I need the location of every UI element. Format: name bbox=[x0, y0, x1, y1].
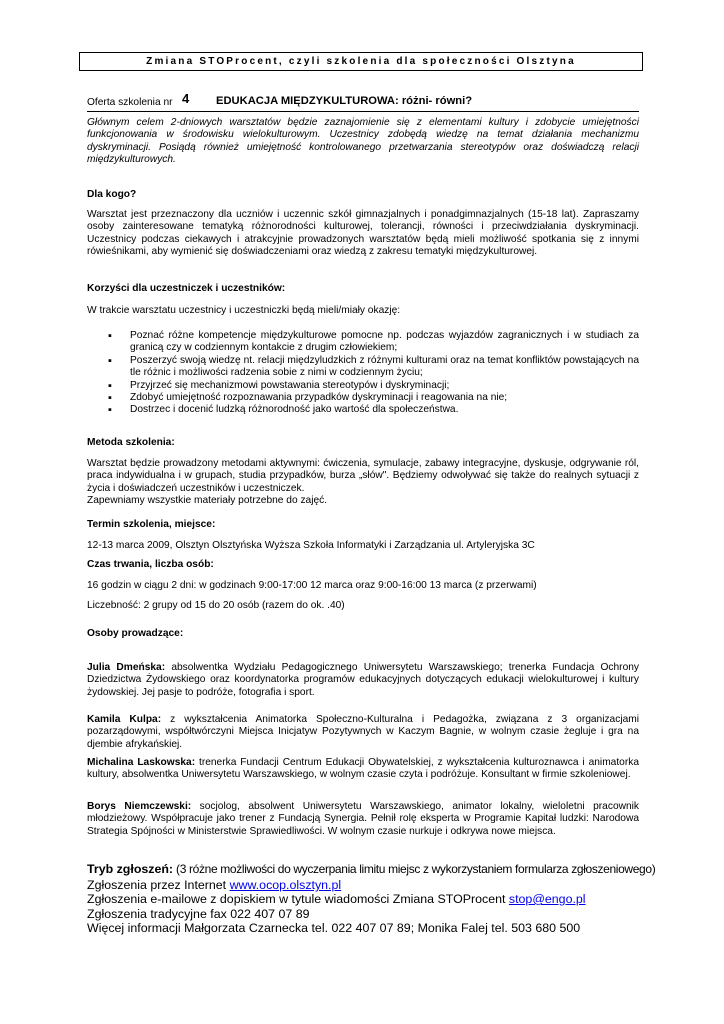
registration-fax: Zgłoszenia tradycyjne fax 022 407 07 89 bbox=[87, 907, 310, 921]
trainer-entry bbox=[87, 801, 639, 838]
registration-internet-text: Zgłoszenia przez Internet bbox=[87, 878, 230, 892]
offer-title: EDUKACJA MIĘDZYKULTUROWA: różni- równi? bbox=[216, 95, 473, 107]
list-item: ▪ Przyjrzeć się mechanizmowi powstawania stereotypów i dyskryminacji; bbox=[87, 380, 639, 392]
list-item: ▪ Poszerzyć swoją wiedzę nt. relacji międzyludzkich z różnymi kulturami oraz na temat konfliktów powstających na tle różnic i możliwości radzenia sobie z nimi w codziennym życiu; bbox=[87, 355, 639, 380]
intro-paragraph: Głównym celem 2-dniowych warsztatów będzie zaznajomienie się z elementami kultury i zdobycie umiejętności funkcjonowania w środowisku wielokulturowym. Uczestnicy zdobędą wiedzę na temat działania mechanizmu dyskryminacji. Posiądą również umiejętność kontrolowanego przetwarzania stereotypów oraz doświadczą relacji międzykulturowych. bbox=[87, 117, 639, 166]
offer-prefix: Oferta szkolenia nr bbox=[87, 97, 173, 108]
offer-number: 4 bbox=[182, 91, 190, 106]
registration-email-text: Zgłoszenia e-mailowe z dopiskiem w tytule wiadomości Zmiana STOProcent bbox=[87, 892, 509, 906]
trainer-bio: absolwentka Wydziału Pedagogicznego Uniwersytetu Warszawskiego; trenerka Fundacja Ochrony Dziedzictwa Żydowskiego oraz koordynatorka programów edukacyjnych dotyczących edukacji wielokulturowej i kultury żydowskiej. Jej pasje to podróże, fotografia i sport. bbox=[87, 662, 639, 698]
trainer-entry bbox=[87, 757, 639, 782]
term-text: 12-13 marca 2009, Olsztyn Olsztyńska Wyższa Szkoła Informatyki i Zarządzania ul. Artyleryjska 3C bbox=[87, 540, 535, 551]
benefits-list bbox=[87, 330, 639, 417]
list-item: ▪ Zdobyć umiejętność rozpoznawania przypadków dyskryminacji i reagowania na nie; bbox=[87, 392, 639, 404]
benefits-lead: W trakcie warsztatu uczestnicy i uczestniczki będą mieli/miały okazję: bbox=[87, 305, 401, 316]
program-banner: Zmiana STOProcent, czyli szkolenia dla społeczności Olsztyna bbox=[79, 52, 643, 71]
duration-heading: Czas trwania, liczba osób: bbox=[87, 559, 214, 570]
registration-mode-text: (3 różne możliwości do wyczerpania limitu miejsc z wykorzystaniem formularza zgłoszeniowego) bbox=[173, 862, 656, 876]
website-link[interactable]: www.ocop.olsztyn.pl bbox=[229, 878, 342, 892]
list-item: ▪ Dostrzec i docenić ludzką różnorodność jako wartość dla społeczeństwa. bbox=[87, 404, 639, 416]
trainer-name: Borys Niemczewski: bbox=[87, 801, 192, 812]
benefits-heading: Korzyści dla uczestniczek i uczestników: bbox=[87, 283, 286, 294]
trainer-name: Julia Dmeńska: bbox=[87, 662, 166, 673]
registration-mode-label: Tryb zgłoszeń: bbox=[87, 862, 174, 876]
registration-mode bbox=[87, 862, 656, 877]
trainers-heading: Osoby prowadzące: bbox=[87, 628, 184, 639]
registration-email bbox=[87, 892, 647, 907]
benefits-list-container bbox=[87, 330, 639, 417]
method-materials: Zapewniamy wszystkie materiały potrzebne do zajęć. bbox=[87, 495, 328, 506]
registration-internet bbox=[87, 878, 647, 893]
for-whom-text: Warsztat jest przeznaczony dla uczniów i uczennic szkół gimnazjalnych i ponadgimnazjalnych (15-18 lat). Zapraszamy osoby zainteresowane tematyką różnorodności kulturowej, tolerancji, równości i przeciwdziałania dyskryminacji. Uczestnicy podczas ciekawych i atrakcyjnie prowadzonych warsztatów będą mieli możliwość spotkania się z innymi rówieśnikami, aby wymienić się doświadczeniami oraz wiedzą z zakresu tematyki międzykulturowej. bbox=[87, 209, 639, 258]
trainer-name: Kamila Kulpa: bbox=[87, 714, 162, 725]
trainer-entry bbox=[87, 714, 639, 751]
term-heading: Termin szkolenia, miejsce: bbox=[87, 519, 216, 530]
duration-count: Liczebność: 2 grupy od 15 do 20 osób (razem do ok. .40) bbox=[87, 600, 345, 611]
registration-info: Więcej informacji Małgorzata Czarnecka tel. 022 407 07 89; Monika Falej tel. 503 680 500 bbox=[87, 921, 581, 935]
method-text: Warsztat będzie prowadzony metodami aktywnymi: ćwiczenia, symulacje, zabawy integracyjne, dyskusje, odgrywanie ról, praca indywidualna i w grupach, studia przypadków, burza „słów". Będziemy odwoływać się także do realnych sytuacji z życia i doświadczeń uczestników i uczestniczek. bbox=[87, 458, 639, 494]
offer-header bbox=[87, 92, 639, 112]
trainer-entry bbox=[87, 662, 639, 699]
trainer-bio: trenerka Fundacji Centrum Edukacji Obywatelskiej, z wykształcenia kulturoznawca i animatorka kultury, absolwentka Uniwersytetu Warszawskiego, w wolnym czasie czyta i podróżuje. Konsultant w firmie szkoleniowej. bbox=[87, 757, 639, 781]
method-heading: Metoda szkolenia: bbox=[87, 437, 175, 448]
trainer-bio: z wykształcenia Animatorka Społeczno-Kulturalna i Pedagożka, związana z 3 organizacjami pozarządowymi, współtwórczyni Miejsca Inicjatyw Pozytywnych w Kaczym Bagnie, w wolnym czasie żegluje i gra na djembie afrykańskiej. bbox=[87, 714, 639, 750]
email-link[interactable]: stop@engo.pl bbox=[508, 892, 586, 906]
duration-hours: 16 godzin w ciągu 2 dni: w godzinach 9:00-17:00 12 marca oraz 9:00-16:00 13 marca (z przerwami) bbox=[87, 580, 537, 591]
list-item: ▪ Poznać różne kompetencje międzykulturowe pomocne np. podczas wyjazdów zagranicznych i w studiach za granicą czy w codziennym kontakcie z drugim człowiekiem; bbox=[87, 330, 639, 355]
trainer-bio: socjolog, absolwent Uniwersytetu Warszawskiego, animator lokalny, wieloletni pracownik młodzieżowy. Współpracuje jako trener z Fundacją Synergia. Pełnił rolę eksperta w Programie Kapitał ludzki: Narodowa Strategia Spójności w Ministerstwie Sprawiedliwości. W wolnym czasie nurkuje i odkrywa nowe miejsca. bbox=[87, 801, 639, 837]
trainer-name: Michalina Laskowska: bbox=[87, 757, 196, 768]
for-whom-heading: Dla kogo? bbox=[87, 189, 137, 200]
